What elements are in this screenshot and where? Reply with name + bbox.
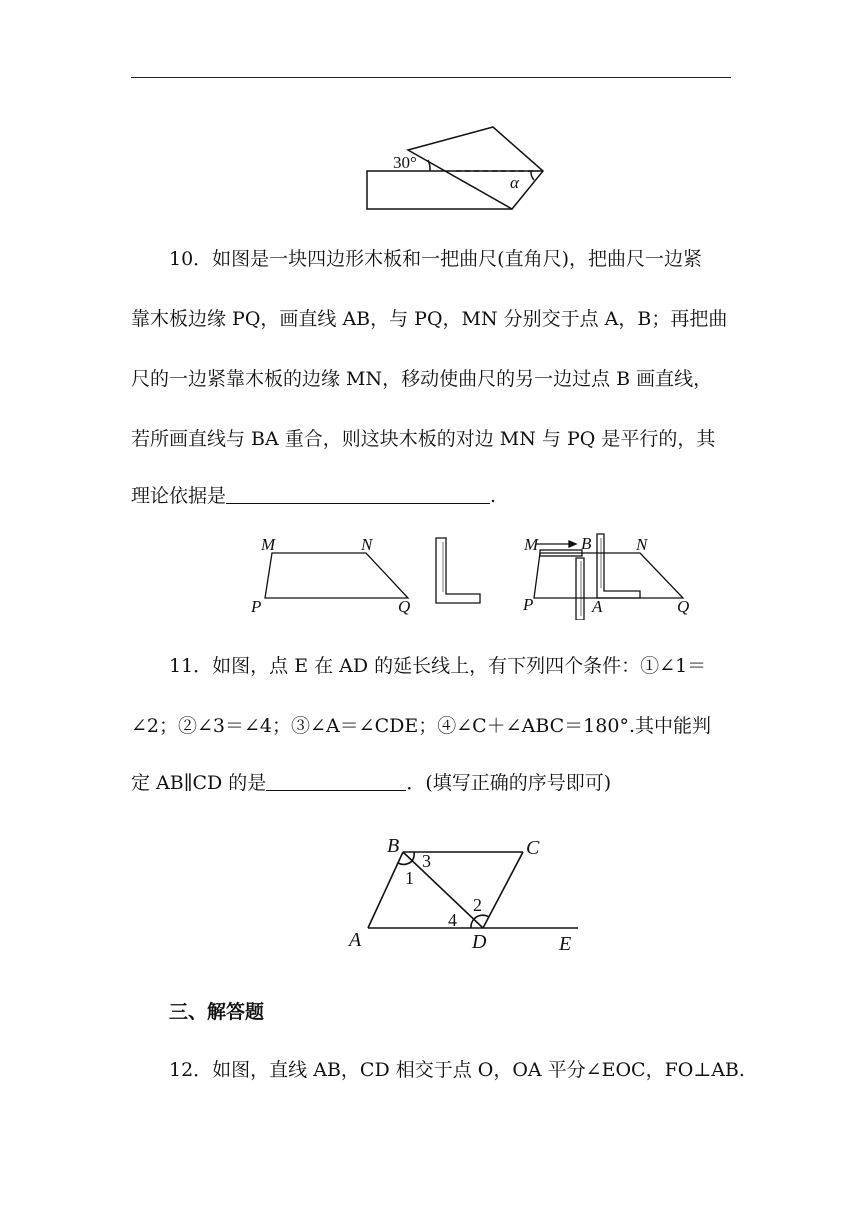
label-A-right: A [592,597,603,616]
label-M-left: M [261,535,276,554]
angle-number-2: 2 [473,895,482,915]
q10-line-1: 10．如图是一块四边形木板和一把曲尺(直角尺)，把曲尺一边紧 [169,248,703,270]
figure-board-and-square [240,530,710,620]
label-P-left: P [251,597,262,616]
label-B: B [387,835,400,857]
folded-strip [408,127,543,209]
angle-number-1: 1 [405,868,414,888]
trapezoid-left [265,553,408,598]
label-N-right: N [636,535,648,554]
label-N-left: N [361,535,373,554]
q10-prompt: 理论依据是 [131,485,227,507]
label-A: A [349,929,362,951]
figure-folded-strip [360,120,560,220]
q10-line-3: 尺的一边紧靠木板的边缘 MN，移动使曲尺的另一边过点 B 画直线， [131,368,713,390]
q12-line-1: 12．如图，直线 AB，CD 相交于点 O，OA 平分∠EOC，FO⊥AB. [169,1059,745,1081]
q10-line-5 [131,482,731,510]
right-square [597,534,640,598]
label-P-right: P [523,595,534,614]
label-Q-left: Q [398,597,411,616]
ruler-square [436,538,480,603]
q11-line-1: 11．如图，点 E 在 AD 的延长线上，有下列四个条件：①∠1＝ [169,655,707,677]
label-C: C [526,837,540,859]
label-Q-right: Q [677,597,690,616]
q10-answer-blank[interactable] [226,485,490,504]
q11-line-2: ∠2；②∠3＝∠4；③∠A＝∠CDE；④∠C＋∠ABC＝180°.其中能判 [131,715,711,737]
label-M-right: M [524,535,539,554]
angle-arc-alpha [531,171,534,180]
sliding-square [576,558,584,620]
q10-line-4: 若所画直线与 BA 重合，则这块木板的对边 MN 与 PQ 是平行的，其 [131,428,716,450]
angle-label-alpha: α [510,173,519,192]
label-D: D [472,931,487,953]
angle-label-30: 30° [393,153,417,172]
q11-answer-blank[interactable] [266,772,406,791]
angle-arc-1 [398,861,412,864]
angle-arc-3 [412,852,414,861]
angle-number-3: 3 [422,851,431,871]
label-E: E [559,933,572,955]
line-BD [403,852,483,928]
angle-arc-4 [471,919,474,928]
angle-number-4: 4 [448,910,457,930]
q11-prompt: 定 AB∥CD 的是 [131,772,267,794]
header-rule [131,77,731,78]
q10-period: . [490,485,497,507]
angle-arc-2 [474,915,489,919]
section-heading: 三、解答题 [169,1001,265,1023]
figure-parallelogram [340,830,590,960]
label-B-right: B [581,534,592,553]
q11-line-3 [131,769,731,797]
q11-note: ．(填写正确的序号即可) [406,772,612,794]
line-AB [368,852,403,928]
q10-line-2: 靠木板边缘 PQ，画直线 AB，与 PQ，MN 分别交于点 A，B；再把曲 [131,308,728,330]
